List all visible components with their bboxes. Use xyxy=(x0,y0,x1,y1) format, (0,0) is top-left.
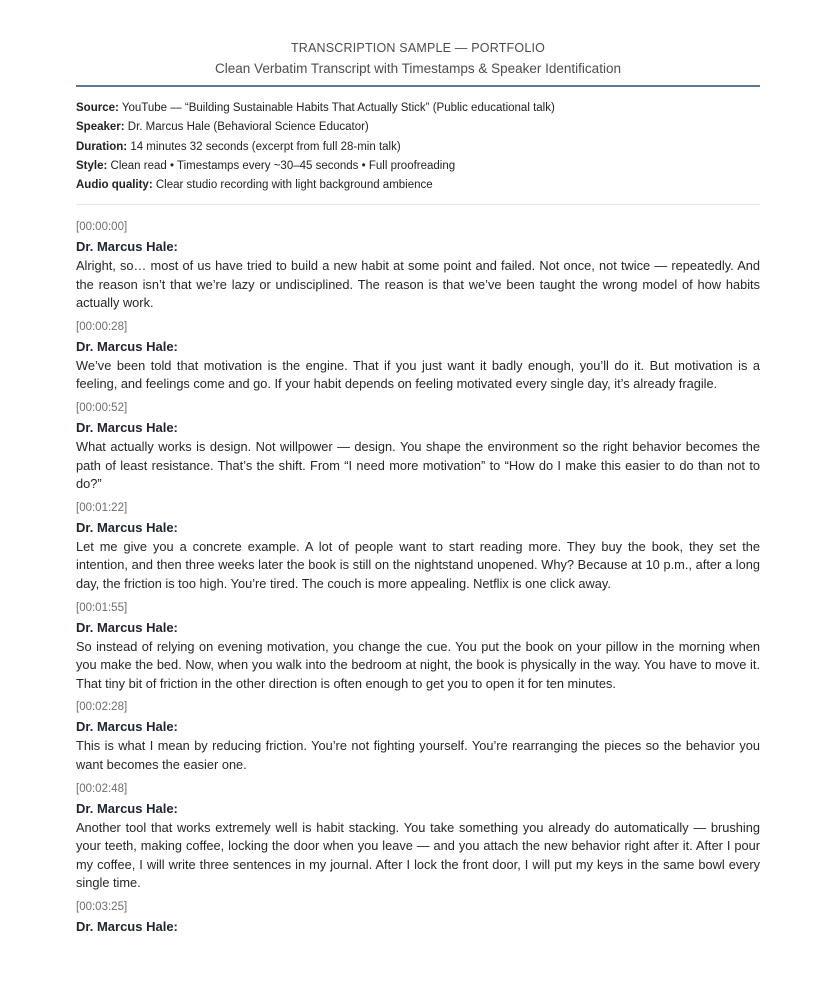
metadata-block xyxy=(76,99,760,195)
meta-speaker-label: Speaker: xyxy=(76,121,125,134)
meta-style xyxy=(76,157,760,176)
segment-timestamp: [00:00:52] xyxy=(76,401,128,414)
transcript-segment xyxy=(76,500,760,594)
segment-timestamp: [00:02:48] xyxy=(76,782,128,795)
segment-speaker: Dr. Marcus Hale: xyxy=(76,239,178,254)
segment-timestamp: [00:01:22] xyxy=(76,501,128,514)
meta-audio-value: Clear studio recording with light background ambience xyxy=(155,179,433,192)
segment-speaker: Dr. Marcus Hale: xyxy=(76,619,178,635)
segment-text: Let me give you a concrete example. A lot of people want to start reading more. They buy the book, they set the intention, and then three weeks later the book is still on the nightstand unopened. Why? Because at 10 p.m., after a long day, the friction is too high. You’re tired. The couch is more appealing. Netflix is one click away. xyxy=(76,538,760,591)
meta-speaker-value: Dr. Marcus Hale (Behavioral Science Educator) xyxy=(127,121,369,134)
meta-style-label: Style: xyxy=(76,159,108,172)
segment-speaker: Dr. Marcus Hale: xyxy=(76,519,178,535)
transcript-body xyxy=(76,219,760,943)
meta-audio xyxy=(76,176,760,195)
meta-source-label: Source: xyxy=(76,102,119,114)
segment-text: What actually works is design. Not willpower — design. You shape the environment so the right behavior becomes the path of least resistance. That’s the shift. From “I need more motivation” to “How do I make this easier to do than not to do?” xyxy=(76,438,760,492)
segment-speaker: Dr. Marcus Hale: xyxy=(76,419,178,435)
segment-text: Alright, so… most of us have tried to build a new habit at some point and failed. Not once, not twice — repeatedly. And the reason isn’t that we’re lazy or undisciplined. The reason is that we’ve been taught the wrong model of how habits actually work. xyxy=(76,258,760,311)
segment-text: So instead of relying on evening motivation, you change the cue. You put the book on your pillow in the morning when you make the bed. Now, when you walk into the bedroom at night, the book is physically in the way. You have to move it. That tiny bit of friction in the other direction is often enough to get you to open it for ten minutes. xyxy=(76,638,760,691)
segment-speaker: Dr. Marcus Hale: xyxy=(76,338,178,354)
meta-source-value: YouTube — “Building Sustainable Habits That Actually Stick” (Public educational talk) xyxy=(121,102,555,114)
metadata-divider xyxy=(76,204,760,205)
document-title: TRANSCRIPTION SAMPLE — PORTFOLIO xyxy=(290,41,546,55)
meta-source xyxy=(76,99,760,118)
transcript-segment xyxy=(76,699,760,774)
transcript-segment xyxy=(76,899,760,937)
meta-duration-label: Duration: xyxy=(76,140,128,153)
segment-timestamp: [00:00:28] xyxy=(76,320,128,333)
transcript-segment xyxy=(76,400,760,494)
segment-speaker: Dr. Marcus Hale: xyxy=(76,800,178,816)
meta-audio-label: Audio quality: xyxy=(76,179,153,192)
segment-text: Another tool that works extremely well is habit stacking. You take something you already do automatically — brushing your teeth, making coffee, locking the door when you leave — and you attach the new behavior right after it. After I pour my coffee, I will write three sentences in my journal. After I lock the front door, I will put my keys in the same bowl every single time. xyxy=(76,819,760,891)
segment-speaker: Dr. Marcus Hale: xyxy=(76,719,178,735)
meta-duration xyxy=(76,138,760,157)
meta-duration-value: 14 minutes 32 seconds (excerpt from full 28-min talk) xyxy=(130,140,401,153)
transcript-segment xyxy=(76,319,760,394)
document-subtitle: Clean Verbatim Transcript with Timestamps & Speaker Identification xyxy=(215,61,621,76)
document-header xyxy=(0,40,836,78)
header-divider xyxy=(76,85,760,87)
meta-speaker xyxy=(76,118,760,137)
segment-speaker: Dr. Marcus Hale: xyxy=(76,918,178,934)
segment-timestamp: [00:00:00] xyxy=(76,221,128,233)
transcript-segment xyxy=(76,781,760,893)
segment-timestamp: [00:02:28] xyxy=(76,701,128,714)
segment-text: This is what I mean by reducing friction. You’re not fighting yourself. You’re rearranging the pieces so the behavior you want becomes the easier one. xyxy=(76,738,760,772)
transcript-segment xyxy=(76,600,760,694)
segment-timestamp: [00:01:55] xyxy=(76,601,128,614)
transcript-segment xyxy=(76,219,760,313)
segment-text: We’ve been told that motivation is the engine. That if you just want it badly enough, you’ll do it. But motivation is a feeling, and feelings come and go. If your habit depends on feeling motivated every single day, it’s already fragile. xyxy=(76,357,760,392)
meta-style-value: Clean read • Timestamps every ~30–45 seconds • Full proofreading xyxy=(110,159,456,172)
segment-timestamp: [00:03:25] xyxy=(76,900,128,913)
